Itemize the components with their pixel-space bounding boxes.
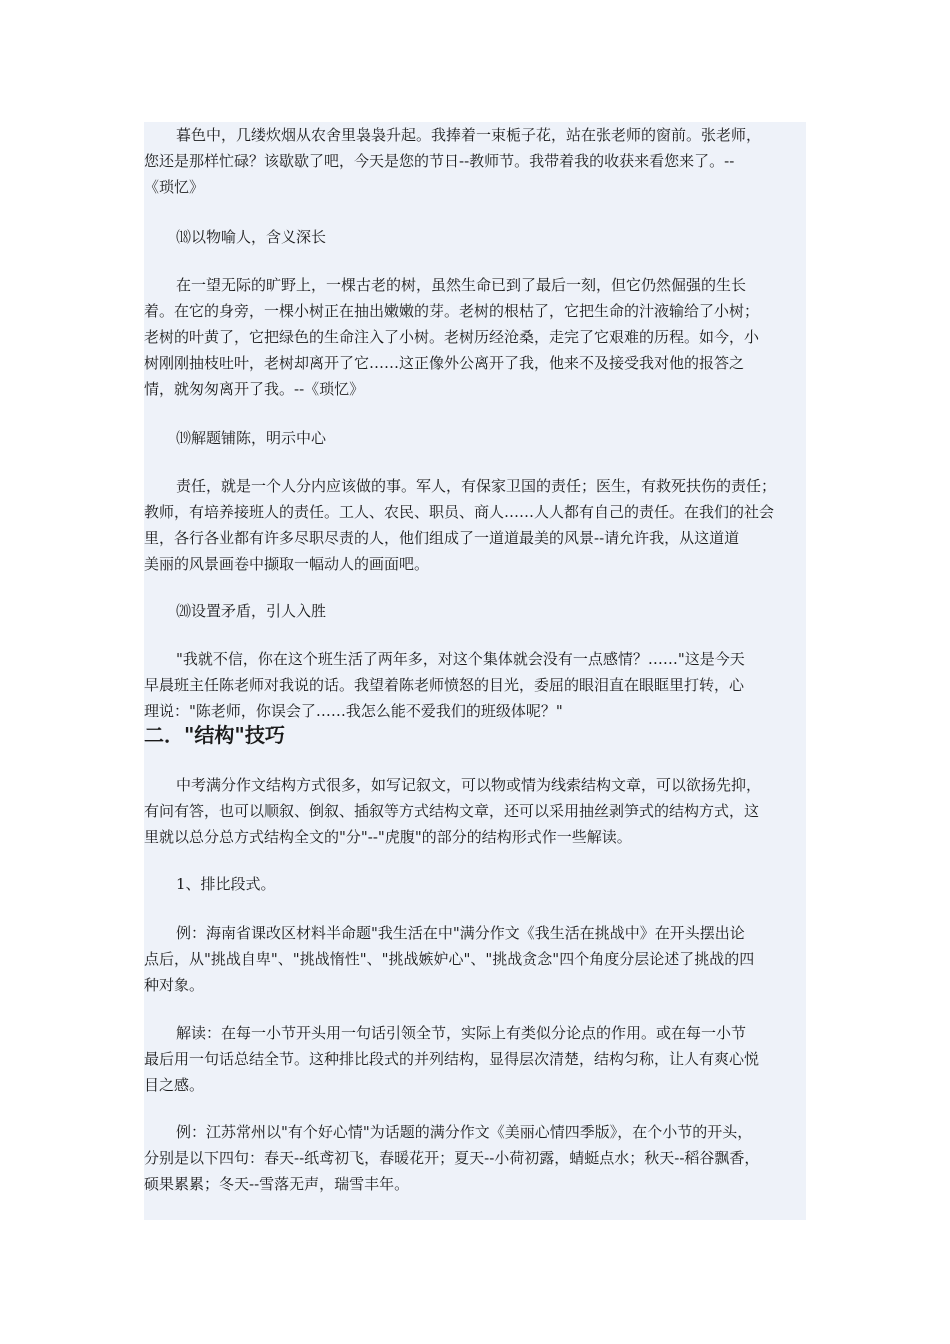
text-line: 老树的叶黄了，它把绿色的生命注入了小树。老树历经沧桑，走完了它艰难的历程。如今，小 bbox=[144, 328, 760, 346]
text-line: 理说："陈老师，你误会了……我怎么能不爱我们的班级体呢？" bbox=[144, 702, 563, 720]
paragraph-responsibility bbox=[144, 473, 806, 577]
paragraph-conflict bbox=[144, 646, 806, 724]
paragraph-memory-teacher bbox=[144, 122, 806, 200]
text-line: 里就以总分总方式结构全文的"分"--"虎腹"的部分的结构形式作一些解读。 bbox=[144, 828, 632, 846]
text-line: 例：江苏常州以"有个好心情"为话题的满分作文《美丽心情四季版》，在个小节的开头， bbox=[176, 1123, 753, 1141]
text-line: 情，就匆匆离开了我。--《琐忆》 bbox=[144, 380, 365, 398]
text-line: 种对象。 bbox=[144, 976, 205, 994]
text-line: 着。在它的身旁，一棵小树正在抽出嫩嫩的芽。老树的根枯了，它把生命的汁液输给了小树； bbox=[144, 302, 760, 320]
text-line: 分别是以下四句：春天--纸鸢初飞，春暖花开；夏天--小荷初露，蜻蜓点水；秋天--稻谷飘香， bbox=[144, 1149, 760, 1167]
text-line: 暮色中，几缕炊烟从农舍里袅袅升起。我捧着一束栀子花，站在张老师的窗前。张老师， bbox=[176, 126, 762, 144]
section-title-18: ⒅以物喻人，含义深长 bbox=[176, 228, 327, 246]
section-title-19: ⒆解题铺陈，明示中心 bbox=[176, 429, 327, 447]
text-line: 树刚刚抽枝吐叶，老树却离开了它……这正像外公离开了我，他来不及接受我对他的报答之 bbox=[144, 354, 745, 372]
text-line: 解读：在每一小节开头用一句话引领全节，实际上有类似分论点的作用。或在每一小节 bbox=[176, 1024, 747, 1042]
text-line: 最后用一句话总结全节。这种排比段式的并列结构，显得层次清楚，结构匀称，让人有爽心悦 bbox=[144, 1050, 760, 1068]
text-line: 您还是那样忙碌？该歇歇了吧，今天是您的节日--教师节。我带着我的收获来看您来了。-- bbox=[144, 152, 735, 170]
text-line: 在一望无际的旷野上，一棵古老的树，虽然生命已到了最后一刻，但它仍然倔强的生长 bbox=[176, 276, 747, 294]
text-line: 点后，从"挑战自卑"、"挑战惰性"、"挑战嫉妒心"、"挑战贪念"四个角度分层论述了挑战的四 bbox=[144, 950, 755, 968]
text-line: 《琐忆》 bbox=[144, 178, 205, 196]
paragraph-interpretation bbox=[144, 1020, 806, 1098]
text-line: 有问有答，也可以顺叙、倒叙、插叙等方式结构文章，还可以采用抽丝剥笋式的结构方式，这 bbox=[144, 802, 760, 820]
text-line: 目之感。 bbox=[144, 1076, 205, 1094]
text-line: 里，各行各业都有许多尽职尽责的人，他们组成了一道道最美的风景--请允许我，从这道道 bbox=[144, 529, 740, 547]
paragraph-example-changzhou bbox=[144, 1119, 806, 1197]
paragraph-structure-intro bbox=[144, 772, 806, 850]
text-line: "我就不信，你在这个班生活了两年多，对这个集体就会没有一点感情？……"这是今天 bbox=[176, 650, 745, 668]
section-title-20: ⒇设置矛盾，引人入胜 bbox=[176, 602, 327, 620]
text-line: 中考满分作文结构方式很多，如写记叙文，可以物或情为线索结构文章，可以欲扬先抑， bbox=[176, 776, 762, 794]
text-line: 例：海南省课改区材料半命题"我生活在中"满分作文《我生活在挑战中》在开头摆出论 bbox=[176, 924, 745, 942]
text-line: 教师，有培养接班人的责任。工人、农民、职员、商人……人人都有自己的责任。在我们的社会 bbox=[144, 503, 775, 521]
text-line: 早晨班主任陈老师对我说的话。我望着陈老师愤怒的目光，委屈的眼泪直在眼眶里打转，心 bbox=[144, 676, 745, 694]
text-line: 责任，就是一个人分内应该做的事。军人，有保家卫国的责任；医生，有救死扶伤的责任； bbox=[176, 477, 777, 495]
section-title-parallel: 1、排比段式。 bbox=[176, 875, 276, 893]
text-line: 硕果累累；冬天--雪落无声，瑞雪丰年。 bbox=[144, 1175, 410, 1193]
paragraph-old-tree bbox=[144, 272, 806, 402]
section-heading-structure: 二．"结构"技巧 bbox=[144, 723, 285, 747]
paragraph-example-hainan bbox=[144, 920, 806, 998]
text-line: 美丽的风景画卷中撷取一幅动人的画面吧。 bbox=[144, 555, 430, 573]
